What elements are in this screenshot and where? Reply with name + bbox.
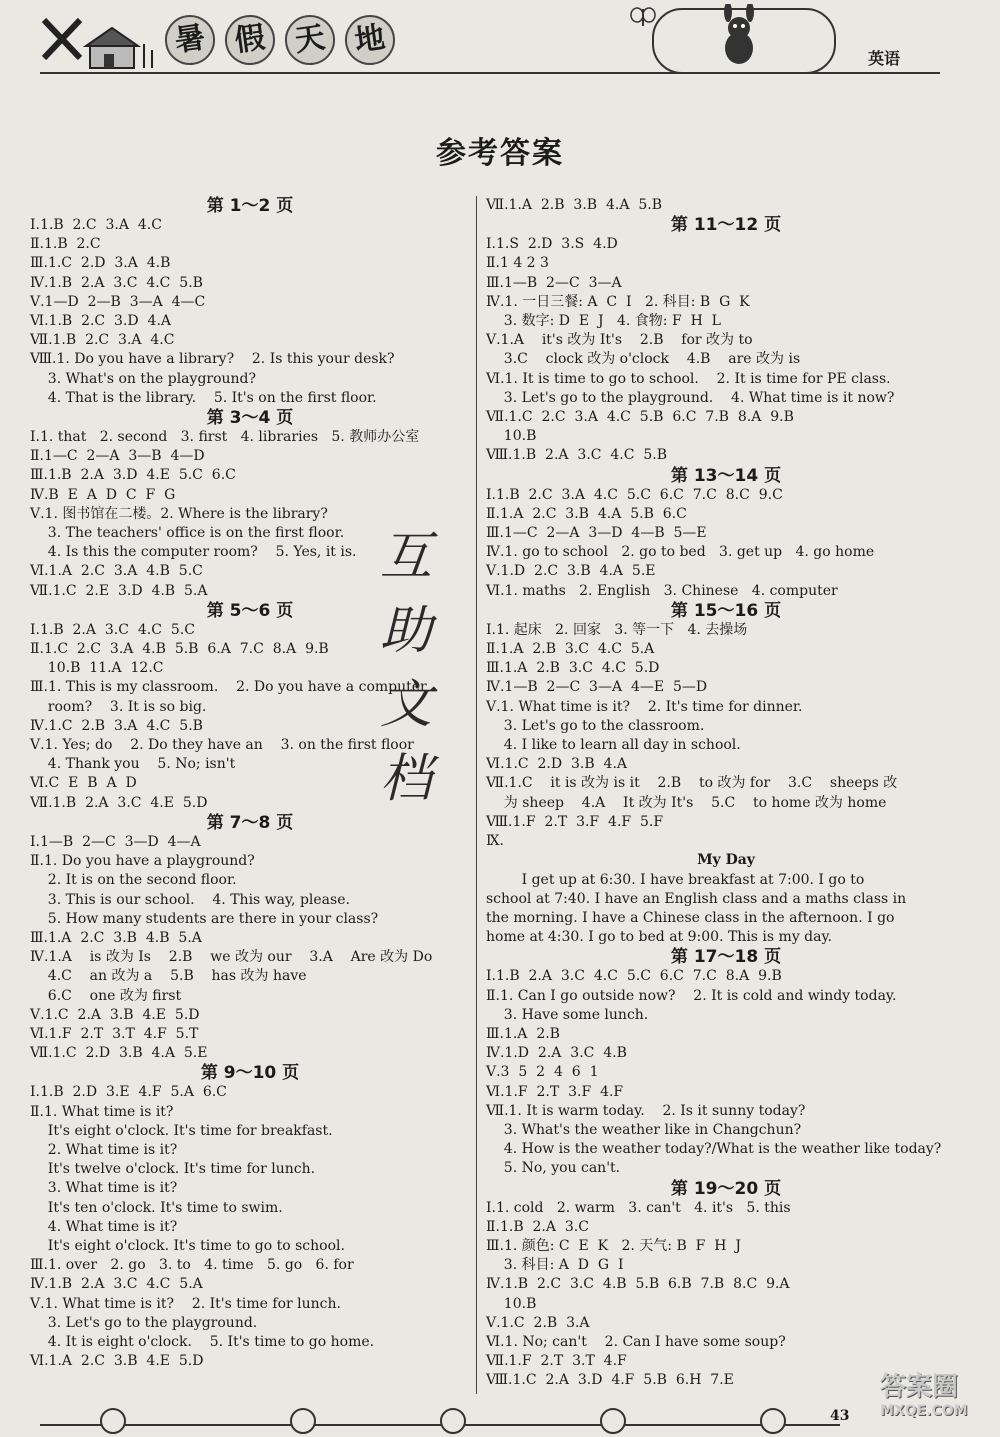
answer-line: Ⅳ.B E A D C F G [30,486,176,503]
footer-ornament-icon [440,1408,466,1434]
answer-line: 5. No, you can't. [486,1160,621,1177]
answer-line: Ⅵ.1. maths 2. English 3. Chinese 4. computer [486,582,838,599]
header-divider [40,72,940,74]
section-heading: 第 9～10 页 [200,1063,300,1084]
answer-line: 3. Let's go to the classroom. [486,717,705,734]
answer-line: 4. That is the library. 5. It's on the first floor. [30,389,377,406]
answer-line: Ⅳ.1.B 2.C 3.C 4.B 5.B 6.B 7.B 8.C 9.A [486,1276,790,1293]
answer-line: Ⅲ.1.B 2.A 3.D 4.E 5.C 6.C [30,467,236,484]
answer-line: Ⅰ.1. 起床 2. 回家 3. 等一下 4. 去操场 [486,621,748,638]
answer-line: Ⅵ.1.F 2.T 3.F 4.F [486,1083,624,1100]
answer-line: Ⅱ.1. Do you have a playground? [30,853,255,870]
answer-line: 3. What time is it? [30,1180,178,1197]
answer-line: Ⅴ.1.C 2.B 3.A [486,1314,590,1331]
answer-line: Ⅲ.1—C 2—A 3—D 4—B 5—E [486,525,707,542]
butterfly-icon [630,6,656,28]
handwritten-char: 助 [380,601,433,661]
answer-line: Ⅲ.1.A 2.C 3.B 4.B 5.A [30,929,202,946]
handwritten-char: 档 [380,749,433,809]
watermark-logo [880,1366,990,1430]
handwritten-annotation [380,520,480,816]
banner-char: 天 [282,12,338,68]
answer-line: 3. The teachers' office is on the first floor. [30,525,345,542]
footer-ornament-icon [600,1408,626,1434]
answer-line: school at 7:40. I have an English class and a maths class in [486,890,907,907]
answer-line: Ⅵ.1.A 2.C 3.A 4.B 5.C [30,563,203,580]
section-heading: 第 1～2 页 [206,196,294,216]
answer-line: 6.C one 改为 first [30,987,182,1004]
answer-line: 2. It is on the second floor. [30,872,237,889]
answer-line: Ⅳ.1.A is 改为 Is 2.B we 改为 our 3.A Are 改为 Do [30,949,433,966]
banner-char: 假 [222,12,278,68]
essay-title: My Day [697,852,755,869]
banner-char: 暑 [162,12,218,68]
answer-line: the morning. I have a Chinese class in the afternoon. I go [486,909,895,926]
answer-line: 4. Is this the computer room? 5. Yes, it is. [30,544,357,561]
handwritten-char: 文 [380,675,433,735]
answer-line: Ⅱ.1. Can I go outside now? 2. It is cold and windy today. [486,987,897,1004]
house-illustration [40,14,160,74]
section-heading: 第 5～6 页 [206,600,294,621]
answer-line: 为 sheep 4.A It 改为 It's 5.C to home 改为 home [486,794,887,811]
answer-line: Ⅵ.1.C 2.D 3.B 4.A [486,756,627,773]
answer-line: It's twelve o'clock. It's time for lunch. [30,1161,316,1178]
answer-line: Ⅸ. [486,833,504,850]
answer-line: Ⅱ.1.B 2.A 3.C [486,1218,589,1235]
answer-line: Ⅰ.1.B 2.C 3.A 4.C 5.C 6.C 7.C 8.C 9.C [486,486,783,503]
answer-line: Ⅱ.1.A 2.C 3.B 4.A 5.B 6.C [486,505,687,522]
answer-line: Ⅶ.1.B 2.A 3.C 4.E 5.D [30,794,208,811]
answer-line: 3. Have some lunch. [486,1006,649,1023]
answer-line: Ⅷ.1.B 2.A 3.C 4.C 5.B [486,447,668,464]
section-heading: 第 19～20 页 [670,1178,782,1199]
bunny-mascot-icon [704,4,774,74]
answer-line: Ⅶ.1.C 2.D 3.B 4.A 5.E [30,1045,208,1062]
answer-line: 2. What time is it? [30,1141,178,1158]
answer-line: Ⅲ.1—B 2—C 3—A [486,274,622,291]
answer-line: It's ten o'clock. It's time to swim. [30,1199,283,1216]
answer-line: Ⅳ.1.C 2.B 3.A 4.C 5.B [30,717,203,734]
answer-line: Ⅰ.1.B 2.A 3.C 4.C 5.C 6.C 7.C 8.A 9.B [486,968,782,985]
answer-column-right [486,196,966,1391]
section-heading: 第 17～18 页 [670,947,782,968]
page-title: 参考答案 [436,136,564,171]
answer-line: Ⅶ.1.B 2.C 3.A 4.C [30,332,175,349]
watermark-text: 答案圈 [880,1372,959,1402]
answer-line: Ⅵ.1.B 2.C 3.D 4.A [30,313,171,330]
answer-line: Ⅴ.1. What time is it? 2. It's time for dinner. [486,698,803,715]
answer-line: 4. What time is it? [30,1218,178,1235]
answer-line: Ⅴ.1.D 2.C 3.B 4.A 5.E [486,563,656,580]
answer-line: Ⅰ.1—B 2—C 3—D 4—A [30,833,201,850]
answer-line: Ⅰ.1.B 2.D 3.E 4.F 5.A 6.C [30,1084,227,1101]
answer-line: Ⅴ.1—D 2—B 3—A 4—C [30,293,206,310]
page-number: 43 [830,1408,850,1424]
answer-line: Ⅲ.1.C 2.D 3.A 4.B [30,255,171,272]
banner-char: 地 [342,12,398,68]
answer-line: 5. How many students are there in your class? [30,910,379,927]
answer-line: It's eight o'clock. It's time for breakfast. [30,1122,333,1139]
answer-line: Ⅳ.1. 一日三餐: A C I 2. 科目: B G K [486,293,750,310]
answer-line: Ⅶ.1.C it is 改为 is it 2.B to 改为 for 3.C sheeps 改 [486,775,898,792]
answer-line: Ⅱ.1.A 2.B 3.C 4.C 5.A [486,641,655,658]
answer-line: 3. What's the weather like in Changchun? [486,1121,802,1138]
answer-line: Ⅵ.1. It is time to go to school. 2. It is time for PE class. [486,370,891,387]
banner-title [160,12,400,68]
answer-line: Ⅳ.1—B 2—C 3—A 4—E 5—D [486,679,708,696]
answer-line: Ⅲ.1. This is my classroom. 2. Do you have a computer [30,679,427,696]
section-heading: 第 15～16 页 [670,600,782,621]
answer-line: Ⅰ.1. cold 2. warm 3. can't 4. it's 5. this [486,1199,791,1216]
mascot-frame [652,8,836,74]
answer-line: Ⅴ.1.A it's 改为 It's 2.B for 改为 to [486,332,753,349]
answer-line: home at 4:30. I go to bed at 9:00. This is my day. [486,929,832,946]
answer-line: Ⅰ.1.B 2.C 3.A 4.C [30,217,162,233]
answer-line: Ⅲ.1. 颜色: C E K 2. 天气: B F H J [486,1237,741,1254]
answer-line: Ⅶ.1. It is warm today. 2. Is it sunny today? [486,1102,806,1119]
answer-line: 4.C an 改为 a 5.B has 改为 have [30,968,307,985]
answer-line: Ⅱ.1—C 2—A 3—B 4—D [30,448,205,465]
answer-line: Ⅶ.1.A 2.B 3.B 4.A 5.B [486,197,662,213]
answer-line: 4. Thank you 5. No; isn't [30,756,236,773]
answer-line: Ⅰ.1. that 2. second 3. first 4. libraries 5. 教师办公室 [30,429,420,446]
answer-line: 3. 科目: A D G I [486,1257,624,1274]
page-header [0,0,1000,80]
section-heading: 第 11～12 页 [670,215,782,236]
answer-line: Ⅱ.1.C 2.C 3.A 4.B 5.B 6.A 7.C 8.A 9.B [30,641,329,658]
answer-line: Ⅲ.1. over 2. go 3. to 4. time 5. go 6. for [30,1257,354,1274]
answer-line: Ⅱ.1.B 2.C [30,236,101,253]
answer-line: room? 3. It is so big. [30,698,207,715]
answer-line: Ⅲ.1.A 2.B [486,1025,560,1042]
answer-line: 3. What's on the playground? [30,370,257,387]
answer-line: 3. Let's go to the playground. [30,1314,258,1331]
answer-line: 3. This is our school. 4. This way, please. [30,891,350,908]
answer-line: Ⅴ.1. 图书馆在二楼。2. Where is the library? [30,505,328,522]
answer-line: Ⅶ.1.C 2.C 3.A 4.C 5.B 6.C 7.B 8.A 9.B [486,409,794,426]
answer-line: Ⅱ.1 4 2 3 [486,255,549,272]
subject-label: 英语 [868,49,901,68]
answer-line: I get up at 6:30. I have breakfast at 7:00. I go to [486,871,865,888]
answer-line: Ⅰ.1.S 2.D 3.S 4.D [486,236,618,253]
answer-line: Ⅴ.1.C 2.A 3.B 4.E 5.D [30,1006,200,1023]
answer-line: 4. It is eight o'clock. 5. It's time to go home. [30,1333,375,1350]
answer-line: 4. I like to learn all day in school. [486,737,741,754]
section-heading: 第 7～8 页 [206,812,294,833]
answer-line: Ⅳ.1. go to school 2. go to bed 3. get up 4. go home [486,544,875,561]
answer-line: 10.B [486,428,537,445]
watermark-url: MXQE.COM [880,1403,968,1419]
answer-line: Ⅵ.1.A 2.C 3.B 4.E 5.D [30,1353,204,1370]
section-heading: 第 13～14 页 [670,465,782,486]
answer-line: Ⅷ.1.F 2.T 3.F 4.F 5.F [486,813,664,830]
answer-line: Ⅰ.1.B 2.A 3.C 4.C 5.C [30,621,195,638]
answer-line: Ⅳ.1.B 2.A 3.C 4.C 5.B [30,274,203,291]
answer-line: 10.B 11.A 12.C [30,660,164,677]
answer-line: Ⅷ.1.C 2.A 3.D 4.F 5.B 6.H 7.E [486,1372,734,1389]
answer-line: Ⅶ.1.F 2.T 3.T 4.F [486,1353,627,1370]
answer-line: Ⅲ.1.A 2.B 3.C 4.C 5.D [486,660,660,677]
section-heading: 第 3～4 页 [206,408,294,429]
answer-line: It's eight o'clock. It's time to go to school. [30,1237,345,1254]
answer-line: Ⅴ.3 5 2 4 6 1 [486,1064,599,1081]
answer-line: Ⅳ.1.D 2.A 3.C 4.B [486,1045,627,1062]
answer-line: 3. 数字: D E J 4. 食物: F H L [486,313,721,330]
footer-ornament-icon [290,1408,316,1434]
answer-line: 3.C clock 改为 o'clock 4.B are 改为 is [486,351,801,368]
answer-line: Ⅴ.1. Yes; do 2. Do they have an 3. on the first floor [30,737,414,754]
footer-ornament-icon [760,1408,786,1434]
handwritten-char: 互 [380,527,433,587]
answer-line: Ⅳ.1.B 2.A 3.C 4.C 5.A [30,1276,203,1293]
answer-line: 10.B [486,1295,537,1312]
answer-line: Ⅶ.1.C 2.E 3.D 4.B 5.A [30,582,208,599]
answer-line: Ⅷ.1. Do you have a library? 2. Is this your desk? [30,351,395,368]
answer-line: Ⅴ.1. What time is it? 2. It's time for lunch. [30,1295,341,1312]
answer-line: Ⅱ.1. What time is it? [30,1103,174,1120]
answer-line: Ⅵ.1.F 2.T 3.T 4.F 5.T [30,1025,199,1042]
footer-ornament-icon [100,1408,126,1434]
answer-line: Ⅵ.1. No; can't 2. Can I have some soup? [486,1333,786,1350]
answer-line: 3. Let's go to the playground. 4. What time is it now? [486,389,895,406]
answer-line: Ⅵ.C E B A D [30,775,137,792]
answer-line: 4. How is the weather today?/What is the weather like today? [486,1141,942,1158]
